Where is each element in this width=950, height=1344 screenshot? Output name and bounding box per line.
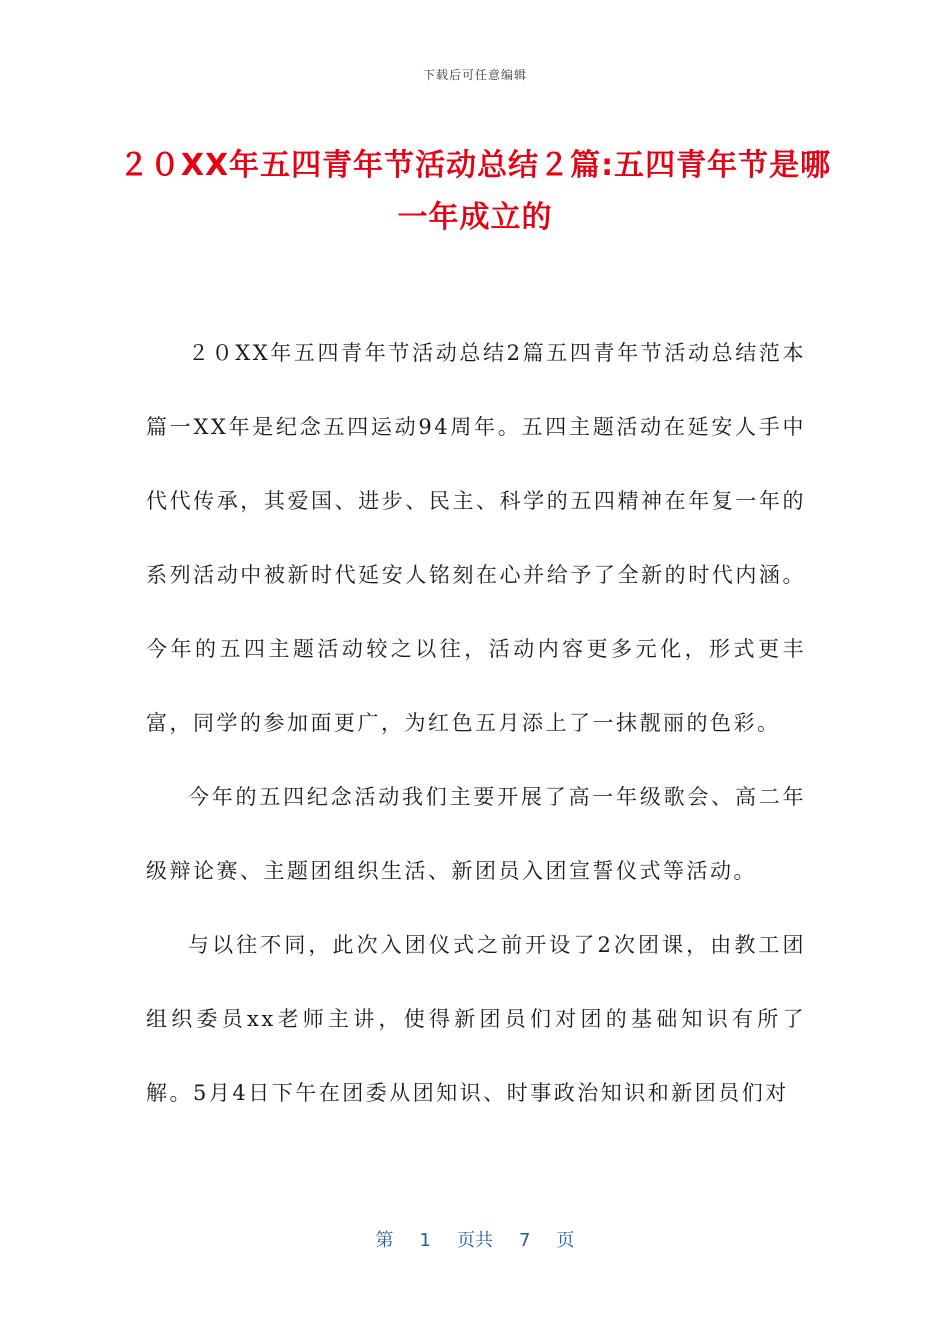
document-body — [146, 316, 806, 1130]
paragraph-1: ２０XX年五四青年节活动总结2篇五四青年节活动总结范本篇一XX年是纪念五四运动94周年。五四主题活动在延安人手中代代传承，其爱国、进步、民主、科学的五四精神在年复一年的系列活动中被新时代延安人铭刻在心并给予了全新的时代内涵。今年的五四主题活动较之以往，活动内容更多元化，形式更丰富，同学的参加面更广，为红色五月添上了一抹靓丽的色彩。 — [146, 341, 806, 735]
footer-middle: 页共 — [457, 1230, 493, 1251]
current-page-number: 1 — [419, 1230, 431, 1251]
page-footer — [0, 1226, 950, 1252]
total-page-count: 7 — [519, 1230, 531, 1251]
footer-suffix: 页 — [556, 1230, 575, 1251]
header-note: 下载后可任意编辑 — [422, 68, 527, 82]
footer-prefix: 第 — [375, 1230, 394, 1251]
document-title: ２０XX年五四青年节活动总结２篇:五四青年节是哪一年成立的 — [118, 148, 832, 235]
paragraph-3: 与以往不同，此次入团仪式之前开设了2次团课，由教工团组织委员xx老师主讲，使得新团员们对团的基础知识有所了解。5月4日下午在团委从团知识、时事政治知识和新团员们对 — [146, 933, 806, 1105]
paragraph-2: 今年的五四纪念活动我们主要开展了高一年级歌会、高二年级辩论赛、主题团组织生活、新团员入团宣誓仪式等活动。 — [146, 785, 806, 883]
